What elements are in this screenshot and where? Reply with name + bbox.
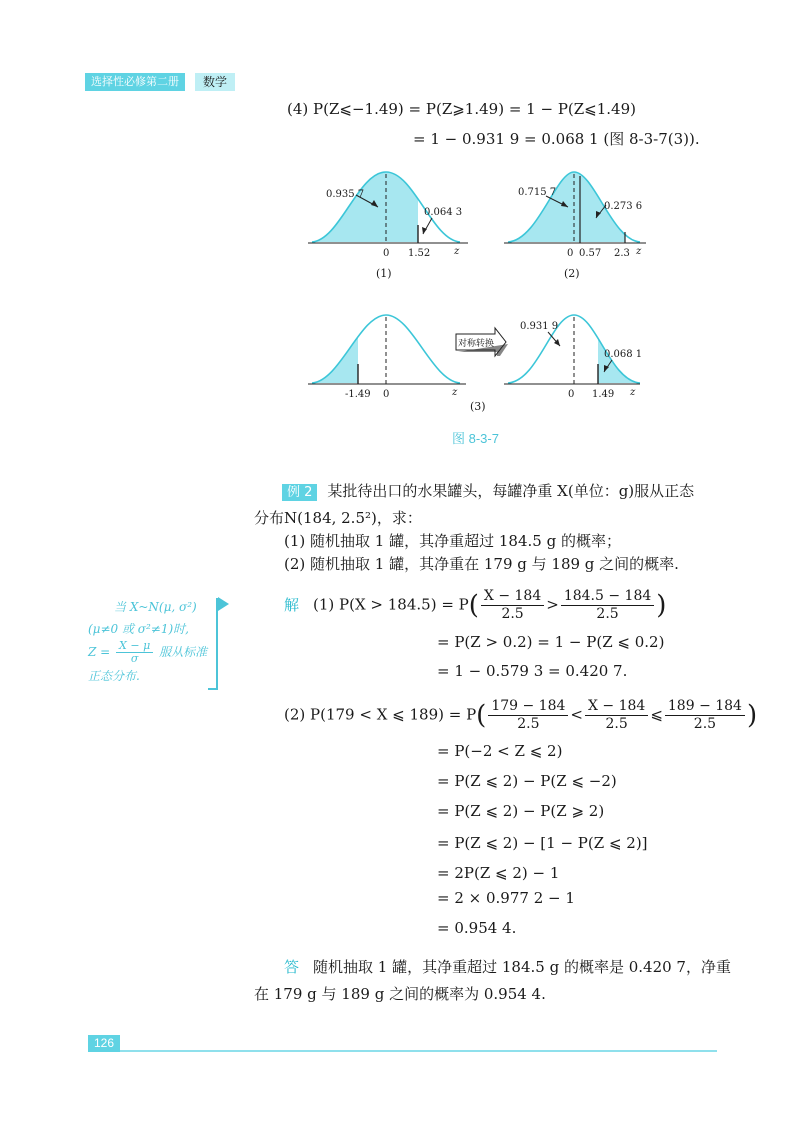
panel-2-axis-var: z — [636, 246, 642, 257]
solution-s2-prefix: (2) P(179 < X ⩽ 189) = P — [284, 705, 477, 724]
answer-line1 — [284, 956, 731, 977]
example-text2: 分布N(184, 2.5²)，求： — [254, 509, 422, 527]
solution-s2-frac1-num: 179 − 184 — [488, 698, 568, 716]
example-q1: (1) 随机抽取 1 罐，其净重超过 184.5 g 的概率； — [284, 532, 621, 550]
panel-3-tick-right: 1.49 — [592, 389, 615, 400]
solution-s2-l8: = 0.954 4. — [437, 919, 517, 937]
solution-s1-frac2-den: 2.5 — [596, 606, 619, 622]
panel-1-label: (1) — [376, 267, 392, 280]
side-note-line4: 正态分布. — [88, 669, 140, 683]
solution-s1-prefix: (1) P(X > 184.5) = P — [313, 595, 469, 614]
solution-label: 解 — [284, 595, 300, 614]
panel-2-tick-1: 0.57 — [579, 248, 602, 259]
panel-3-right-right-area: 0.068 1 — [604, 349, 643, 360]
panel-3-left — [308, 315, 466, 400]
side-note-bracket — [216, 598, 218, 690]
solution-s2-l4: = P(Z ⩽ 2) − P(Z ⩾ 2) — [437, 802, 605, 820]
solution-s2-frac2 — [585, 698, 648, 733]
panel-2-tick-2: 2.3 — [614, 248, 630, 259]
solution-s2-frac3-num: 189 − 184 — [665, 698, 745, 716]
solution-s2-frac3-den: 2.5 — [693, 716, 717, 732]
panel-1-zero: 0 — [383, 248, 390, 259]
side-note-z: Z = — [88, 645, 111, 659]
solution-s2-frac3 — [665, 698, 745, 733]
solution-s1-l3: = 1 − 0.579 3 = 0.420 7. — [437, 662, 628, 680]
side-note-frac — [116, 640, 153, 665]
side-note-frac-den: σ — [130, 652, 139, 665]
solution-s1: 解 (1) P(X > 184.5) = P( $\frac{X - 184}{2.5}$ > $\frac{184.5 - 184}{2.5}$ ) — [284, 588, 667, 622]
solution-s1-frac2 — [561, 588, 654, 623]
part4-line2: = 1 − 0.931 9 = 0.068 1 (图 8-3-7(3)). — [413, 130, 700, 148]
side-note-arrow-icon — [218, 597, 229, 611]
answer-text2: 在 179 g 与 189 g 之间的概率为 0.954 4. — [254, 985, 546, 1003]
panel-2-mid-area: 0.273 6 — [604, 201, 643, 212]
panel-1 — [308, 172, 468, 280]
solution-s1-frac2-num: 184.5 − 184 — [561, 588, 654, 606]
symmetry-arrow — [456, 328, 508, 356]
panel-3-tick-left: -1.49 — [345, 389, 371, 400]
side-note-bracket-foot — [208, 688, 218, 690]
example-q2: (2) 随机抽取 1 罐，其净重在 179 g 与 189 g 之间的概率. — [284, 555, 679, 573]
answer-text1: 随机抽取 1 罐，其净重超过 184.5 g 的概率是 0.420 7，净重 — [313, 958, 731, 976]
answer-label: 答 — [284, 958, 300, 976]
panel-3-right-left-area: 0.931 9 — [520, 321, 559, 332]
panel-3-right-axis-var: z — [630, 387, 636, 398]
panel-2-left-area: 0.715 7 — [518, 187, 557, 198]
example-line1 — [282, 480, 694, 501]
panel-3-right — [504, 315, 642, 400]
panel-1-left-area: 0.935 7 — [326, 189, 365, 200]
panel-3-right-zero: 0 — [568, 389, 575, 400]
solution-s2-l6: = 2P(Z ⩽ 2) − 1 — [437, 864, 560, 882]
panel-2 — [504, 172, 646, 280]
side-note-frac-num: X − μ — [116, 640, 153, 653]
solution-s2-frac2-den: 2.5 — [605, 716, 628, 732]
solution-s2: (2) P(179 < X ⩽ 189) = P( $\frac{179 - 184}{2.5}$ < $\frac{X - 184}{2.5}$ ⩽ $\frac{189 - 184}{2.5}$ ) — [284, 698, 758, 732]
side-note-line1: 当 X~N(μ, σ²) — [114, 600, 197, 614]
panel-2-zero: 0 — [567, 248, 574, 259]
footer-rule — [120, 1050, 717, 1052]
panel-3-left-axis-var: z — [452, 387, 458, 398]
solution-s1-frac1 — [481, 588, 544, 623]
subject-tag: 数学 — [195, 73, 235, 91]
panel-1-tick: 1.52 — [408, 248, 431, 259]
solution-s2-frac1-den: 2.5 — [517, 716, 540, 732]
part4-line1: (4) P(Z⩽−1.49) = P(Z⩾1.49) = 1 − P(Z⩽1.49) — [287, 100, 636, 118]
panel-2-label: (2) — [564, 267, 580, 280]
solution-s2-op1: < — [570, 705, 583, 724]
solution-s2-l2: = P(−2 < Z ⩽ 2) — [437, 742, 563, 760]
normal-distribution-figure — [0, 0, 800, 450]
book-title-tag: 选择性必修第二册 — [85, 73, 185, 91]
solution-s1-frac1-den: 2.5 — [501, 606, 524, 622]
solution-s2-frac2-num: X − 184 — [585, 698, 648, 716]
page-number: 126 — [88, 1035, 120, 1052]
symmetry-arrow-label: 对称转换 — [458, 339, 495, 349]
solution-s2-l5: = P(Z ⩽ 2) − [1 − P(Z ⩽ 2)] — [437, 834, 648, 852]
panel-3-left-zero: 0 — [383, 389, 390, 400]
side-note — [88, 596, 220, 687]
solution-s1-l2: = P(Z > 0.2) = 1 − P(Z ⩽ 0.2) — [437, 633, 665, 651]
panel-3-label: (3) — [470, 400, 486, 413]
solution-s2-op2: ⩽ — [650, 705, 663, 724]
side-note-line2: (μ≠0 或 σ²≠1)时, — [88, 622, 189, 636]
panel-1-right-area: 0.064 3 — [424, 207, 463, 218]
solution-s1-frac1-num: X − 184 — [481, 588, 544, 606]
solution-s2-l7: = 2 × 0.977 2 − 1 — [437, 889, 575, 907]
solution-s1-op: > — [546, 595, 559, 614]
solution-s2-l3: = P(Z ⩽ 2) − P(Z ⩽ −2) — [437, 772, 617, 790]
figure-caption: 图 8-3-7 — [452, 431, 499, 446]
side-note-line3 — [88, 640, 220, 665]
side-note-suffix: 服从标准 — [159, 645, 208, 659]
example-badge: 例 2 — [282, 484, 317, 501]
example-text1: 某批待出口的水果罐头，每罐净重 X(单位：g)服从正态 — [327, 482, 695, 500]
solution-s2-frac1 — [488, 698, 568, 733]
panel-1-axis-var: z — [454, 246, 460, 257]
